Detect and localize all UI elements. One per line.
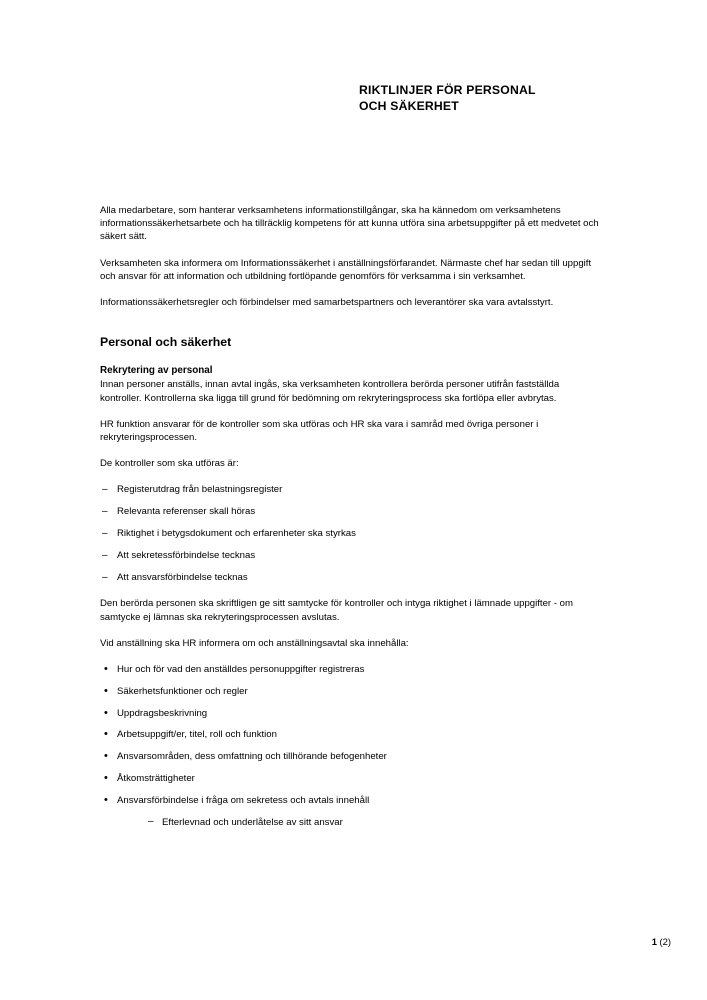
- dash-marker-icon: –: [102, 506, 108, 518]
- employment-agreement-list: [100, 663, 600, 829]
- section-heading-personal-och-sakerhet: Personal och säkerhet: [100, 335, 232, 350]
- list-item: [100, 750, 600, 763]
- footer-page-number: 1: [651, 936, 657, 947]
- document-title: [359, 82, 659, 114]
- footer-page-total: (2): [656, 936, 671, 947]
- list-item: [100, 483, 600, 496]
- list-item-label: Registerutdrag från belastningsregister: [117, 484, 283, 496]
- bullet-marker-icon: •: [104, 684, 108, 697]
- document-title-line-2: OCH SÄKERHET: [359, 99, 459, 113]
- bullet-marker-icon: •: [104, 728, 108, 741]
- list-item-label: Uppdragsbeskrivning: [117, 707, 208, 719]
- bullet-marker-icon: •: [104, 663, 108, 676]
- page-footer: [641, 924, 671, 960]
- list-item-label: Relevanta referenser skall höras: [117, 506, 256, 518]
- list-item: [100, 728, 600, 741]
- list-item: [100, 685, 600, 698]
- employment-intro-text: Vid anställning ska HR informera om och anställningsavtal ska innehålla:: [100, 637, 409, 649]
- list-item: [100, 527, 600, 540]
- list-item-label: Att sekretessförbindelse tecknas: [117, 549, 256, 561]
- bullet-marker-icon: •: [104, 793, 108, 806]
- intro-paragraph-1: Alla medarbetare, som hanterar verksamhetens informationstillgångar, ska ha kännedom om verksamhetens informationssäkerhetsarbete och ha tillräcklig kompetens för att kunna utföra sina arbetsuppgifter på ett medvetet och säkert sätt.: [100, 205, 599, 243]
- dash-marker-icon: –: [102, 571, 108, 583]
- list-item-label: Ansvarsförbindelse i fråga om sekretess och avtals innehåll: [117, 794, 370, 806]
- list-item-label: Säkerhetsfunktioner och regler: [117, 685, 248, 697]
- intro-paragraph-3: Informationssäkerhetsregler och förbindelser med samarbetspartners och leverantörer ska vara avtalsstyrt.: [100, 297, 554, 309]
- checks-list: [100, 483, 600, 583]
- list-item-label: Riktighet i betygsdokument och erfarenheter ska styrkas: [117, 528, 356, 540]
- dash-marker-icon: –: [148, 816, 154, 828]
- list-item-label: Hur och för vad den anställdes personuppgifter registreras: [117, 664, 365, 676]
- subsection-paragraph-1: Innan personer anställs, innan avtal ingås, ska verksamheten kontrollera berörda personer utifrån fastställda kontroller. Kontrollerna ska ligga till grund för bedömning om rekryteringsprocess ska fortlöpa eller avbrytas.: [100, 379, 560, 404]
- list-item-label: Efterlevnad och underlåtelse av sitt ansvar: [162, 817, 343, 829]
- list-item: [100, 772, 600, 785]
- list-item-label: Ansvarsområden, dess omfattning och tillhörande befogenheter: [117, 751, 387, 763]
- checks-intro-text: De kontroller som ska utföras är:: [100, 458, 239, 470]
- list-item: [100, 707, 600, 720]
- list-item-label: Arbetsuppgift/er, titel, roll och funktion: [117, 729, 277, 741]
- subsection-heading-rekrytering-av-personal: Rekrytering av personal: [100, 365, 213, 377]
- dash-marker-icon: –: [102, 484, 108, 496]
- subsection-paragraph-2: HR funktion ansvarar för de kontroller som ska utföras och HR ska vara i samråd med övriga personer i rekryteringsprocessen.: [100, 418, 539, 444]
- bullet-marker-icon: •: [104, 706, 108, 719]
- list-item: [100, 663, 600, 676]
- dash-marker-icon: –: [102, 549, 108, 561]
- employment-agreement-sublist: [117, 816, 600, 829]
- list-item-label: Åtkomsträttigheter: [117, 773, 195, 785]
- intro-paragraph-2: Verksamheten ska informera om Informationssäkerhet i anställningsförfarandet. Närmaste chef har sedan till uppgift och ansvar för att information och utbildning fortlöpande genomförs för verksamma i sin verksamhet.: [100, 257, 592, 282]
- document-title-line-1: RIKTLINJER FÖR PERSONAL: [359, 83, 536, 97]
- consent-paragraph: Den berörda personen ska skriftligen ge sitt samtycke för kontroller och intyga riktighet i lämnade uppgifter - om samtycke ej lämnas ska rekryteringsprocessen avslutas.: [100, 598, 573, 623]
- dash-marker-icon: –: [102, 528, 108, 540]
- list-item: [100, 549, 600, 562]
- bullet-marker-icon: •: [104, 772, 108, 785]
- list-item: [100, 505, 600, 518]
- list-item: [100, 794, 600, 829]
- list-item: [100, 571, 600, 584]
- list-item-label: Att ansvarsförbindelse tecknas: [117, 571, 248, 583]
- bullet-marker-icon: •: [104, 750, 108, 763]
- list-item: [117, 816, 600, 829]
- document-body: [100, 204, 600, 838]
